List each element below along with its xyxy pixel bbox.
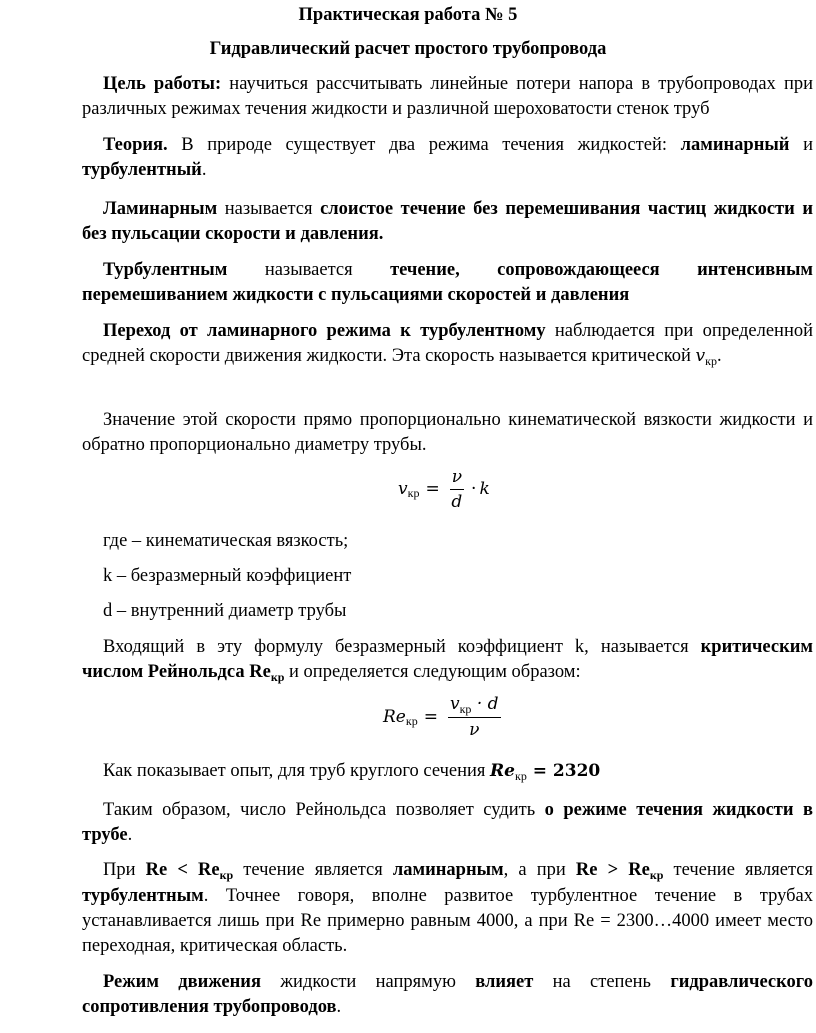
regimes-t4: . Точнее говоря, вполне развитое турбулентное течение в трубах устанавливается лишь при Re примерно равным 4000, а при Re = 2300…4000 имеет место переходная, критическая область.: [82, 886, 813, 956]
mode-end: .: [336, 997, 342, 1017]
formula1-numerator: ν: [450, 467, 464, 490]
laminar-def-text: слоистое течение без перемешивания частиц жидкости и без пульсации скорости и давления.: [82, 199, 813, 244]
goal-label: Цель работы:: [103, 74, 222, 94]
formula1-lhs-sub: кр: [407, 486, 420, 500]
regimes-laminar: ламинарным: [392, 860, 504, 880]
mode-b2: влияет: [475, 972, 534, 992]
page-title: Практическая работа № 5: [298, 5, 518, 25]
transition-v: v: [695, 346, 706, 366]
formula1-k: k: [479, 479, 490, 499]
theory-label: Теория.: [103, 135, 168, 155]
regimes-pri: При: [103, 860, 146, 880]
experience-value: = 2320: [526, 761, 601, 781]
reynolds-bold: критическим числом Рейнольдса Re: [82, 637, 813, 682]
formula2-numerator: [448, 694, 501, 718]
turbulent-def-text: течение, сопровождающееся интенсивным перемешиванием жидкости с пульсациями скоростей и давления: [82, 260, 813, 305]
formula1-lhs: v: [398, 479, 408, 499]
regimes-t2: , а при: [503, 860, 576, 880]
theory-text: В природе существует два режима течения жидкостей:: [167, 135, 681, 155]
reynolds-text1: Входящий в эту формулу безразмерный коэффициент k, называется: [103, 637, 701, 657]
theory-end: .: [201, 160, 207, 180]
turbulent-called: называется: [227, 260, 391, 280]
formula-reynolds: [383, 694, 505, 740]
regimes-turbulent: турбулентным: [82, 886, 204, 906]
formula2-denominator: ν: [469, 720, 480, 740]
thus-paragraph: [82, 798, 813, 848]
turbulent-term: Турбулентным: [103, 260, 228, 280]
where-line-1: где – кинематическая вязкость;: [103, 531, 349, 551]
mode-t2: на степень: [533, 972, 671, 992]
where-line-3: d – внутренний диаметр трубы: [103, 601, 347, 621]
formula2-num-v: v: [449, 694, 460, 714]
goal-paragraph: [82, 72, 813, 122]
reynolds-text2: и определяется следующим образом:: [284, 662, 581, 682]
turbulent-definition: [82, 258, 813, 308]
reynolds-paragraph: [82, 635, 813, 686]
mode-b1: Режим движения: [103, 972, 261, 992]
page-subtitle: Гидравлический расчет простого трубопровода: [209, 39, 607, 59]
formula2-lhs-sub: кр: [405, 713, 418, 728]
value-paragraph: Значение этой скорости прямо пропорционально кинематической вязкости жидкости и обратно пропорционально диаметру трубы.: [82, 410, 813, 455]
regimes-t1: течение является: [233, 860, 393, 880]
formula1-eq: =: [425, 479, 440, 499]
regimes-cond1: Re < Re: [145, 860, 220, 880]
formula2-fraction: [448, 694, 501, 740]
theory-paragraph: [82, 133, 813, 183]
transition-text: наблюдается при определенной средней скорости движения жидкости. Эта скорость называется критической: [82, 321, 813, 366]
where-line-2: k – безразмерный коэффициент: [103, 566, 352, 586]
regimes-paragraph: [82, 858, 813, 959]
thus-bold: о режиме течения жидкости в трубе: [82, 800, 813, 845]
reynolds-bold-sub: кр: [270, 670, 285, 684]
formula2-num-rest: · d: [471, 694, 499, 714]
formula2-lhs: Re: [383, 706, 406, 727]
transition-bold: Переход от ламинарного режима к турбулентному: [103, 321, 546, 341]
experience-re: Re: [490, 761, 515, 781]
regimes-cond2-sub: кр: [649, 868, 664, 882]
thus-end: .: [127, 825, 133, 845]
regimes-t3: течение является: [663, 860, 814, 880]
formula2-num-sub: кр: [459, 702, 472, 716]
goal-text: научиться рассчитывать линейные потери напора в трубопроводах при различных режимах течения жидкости и различной шероховатости стенок труб: [82, 74, 813, 119]
laminar-term: Ламинарным: [103, 199, 218, 219]
regimes-cond2: Re > Re: [575, 860, 650, 880]
experience-paragraph: [82, 759, 813, 785]
formula-critical-velocity: [398, 467, 490, 512]
thus-text: Таким образом, число Рейнольдса позволяет судить: [103, 800, 545, 820]
formula1-denominator: d: [451, 492, 463, 512]
regimes-cond1-sub: кр: [219, 868, 234, 882]
laminar-called: называется: [217, 199, 321, 219]
transition-v-sub: кр: [705, 354, 717, 368]
mode-paragraph: [82, 970, 813, 1020]
formula2-eq: =: [423, 706, 438, 727]
mode-b3: гидравлического сопротивления трубопроводов: [82, 972, 813, 1017]
formula1-dot: ·: [471, 479, 477, 499]
transition-end: .: [717, 346, 722, 366]
theory-and: и: [789, 135, 813, 155]
experience-text: Как показывает опыт, для труб круглого сечения: [103, 761, 491, 781]
mode-t1: жидкости напрямую: [260, 972, 476, 992]
experience-re-sub: кр: [514, 769, 527, 783]
transition-paragraph: [82, 319, 813, 370]
theory-laminar: ламинарный: [680, 135, 790, 155]
laminar-definition: [82, 197, 813, 247]
formula1-fraction: [450, 467, 464, 512]
theory-turbulent: турбулентный: [82, 160, 202, 180]
